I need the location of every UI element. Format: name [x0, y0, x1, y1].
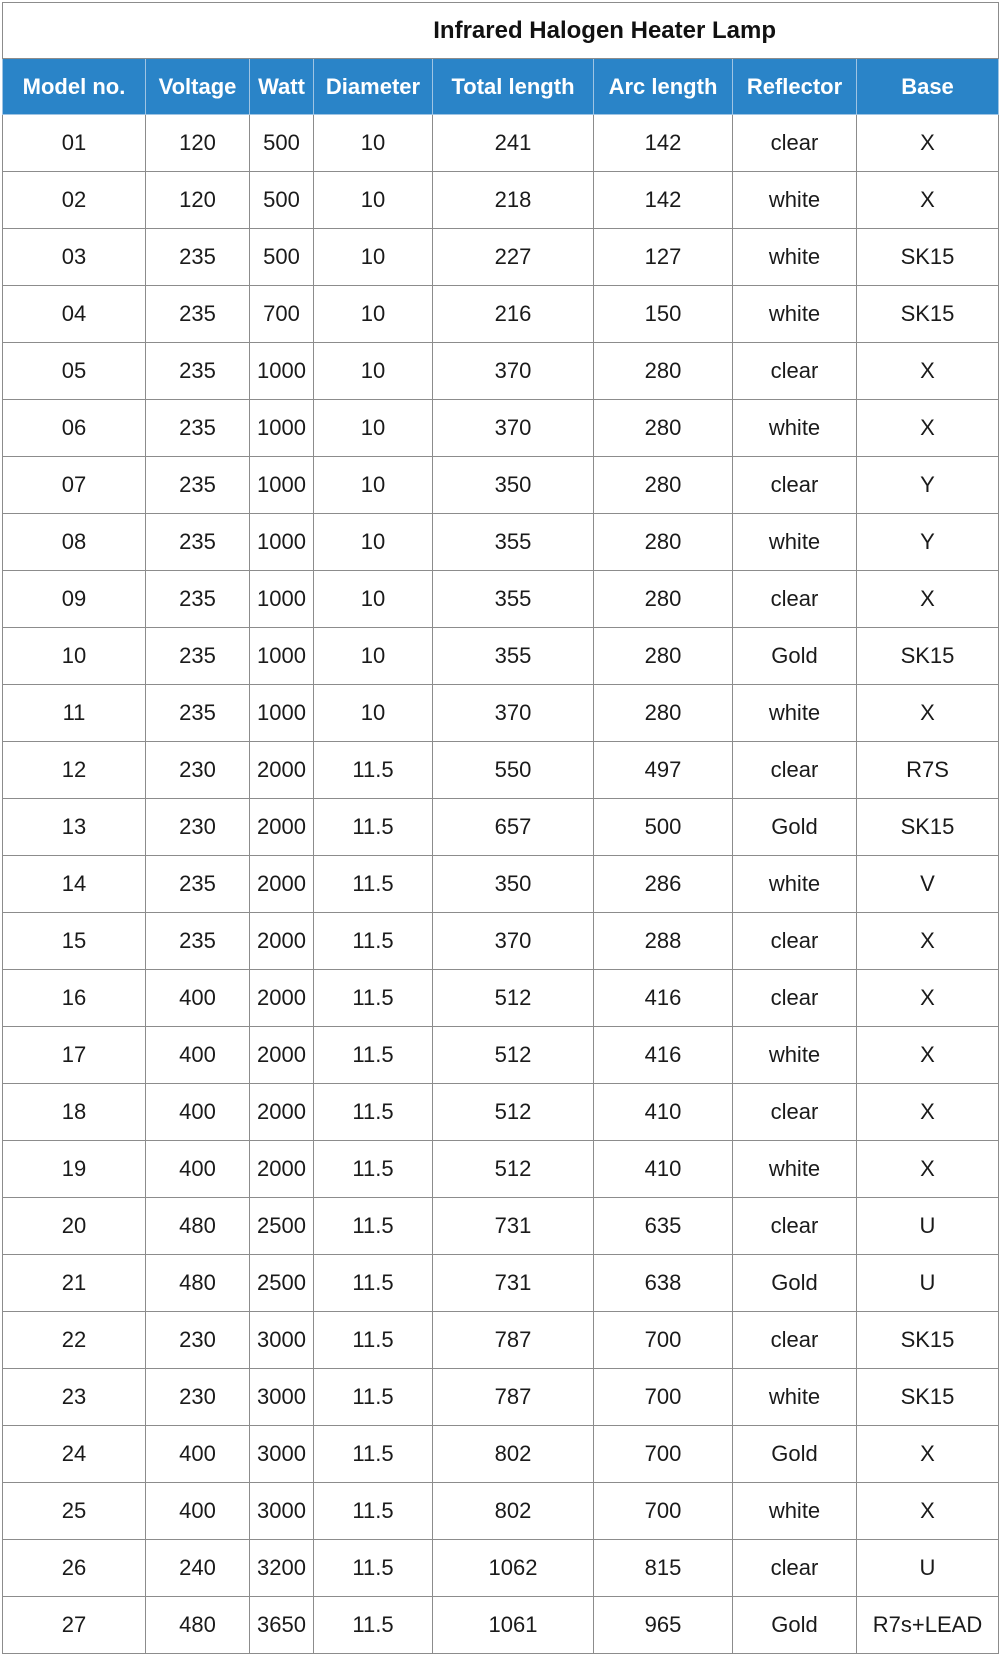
arc-length-cell: 410 — [594, 1141, 733, 1198]
model-no-cell: 25 — [3, 1483, 146, 1540]
voltage-cell: 400 — [146, 970, 250, 1027]
column-header-voltage: Voltage — [146, 59, 250, 115]
model-no-cell: 09 — [3, 571, 146, 628]
model-no-cell: 21 — [3, 1255, 146, 1312]
base-cell: V — [857, 856, 999, 913]
watt-cell: 1000 — [250, 571, 314, 628]
total-length-cell: 802 — [433, 1483, 594, 1540]
table-row — [3, 1312, 999, 1369]
watt-cell: 500 — [250, 172, 314, 229]
arc-length-cell: 635 — [594, 1198, 733, 1255]
total-length-cell: 355 — [433, 571, 594, 628]
total-length-cell: 241 — [433, 115, 594, 172]
base-cell: X — [857, 172, 999, 229]
table-title: Infrared Halogen Heater Lamp — [3, 3, 999, 59]
table-body — [3, 115, 999, 1654]
total-length-cell: 370 — [433, 685, 594, 742]
watt-cell: 2000 — [250, 799, 314, 856]
total-length-cell: 512 — [433, 1027, 594, 1084]
base-cell: Y — [857, 514, 999, 571]
table-row — [3, 457, 999, 514]
total-length-cell: 731 — [433, 1198, 594, 1255]
watt-cell: 3000 — [250, 1426, 314, 1483]
table-row — [3, 1141, 999, 1198]
reflector-cell: white — [733, 1027, 857, 1084]
reflector-cell: white — [733, 1141, 857, 1198]
total-length-cell: 216 — [433, 286, 594, 343]
arc-length-cell: 280 — [594, 343, 733, 400]
watt-cell: 2000 — [250, 1084, 314, 1141]
base-cell: X — [857, 571, 999, 628]
model-no-cell: 19 — [3, 1141, 146, 1198]
total-length-cell: 550 — [433, 742, 594, 799]
total-length-cell: 355 — [433, 514, 594, 571]
voltage-cell: 240 — [146, 1540, 250, 1597]
column-header-reflector: Reflector — [733, 59, 857, 115]
watt-cell: 1000 — [250, 343, 314, 400]
watt-cell: 3000 — [250, 1312, 314, 1369]
reflector-cell: clear — [733, 1312, 857, 1369]
reflector-cell: clear — [733, 457, 857, 514]
table-row — [3, 1540, 999, 1597]
voltage-cell: 230 — [146, 1369, 250, 1426]
model-no-cell: 03 — [3, 229, 146, 286]
diameter-cell: 11.5 — [314, 913, 433, 970]
diameter-cell: 11.5 — [314, 970, 433, 1027]
diameter-cell: 11.5 — [314, 799, 433, 856]
model-no-cell: 06 — [3, 400, 146, 457]
diameter-cell: 11.5 — [314, 1255, 433, 1312]
model-no-cell: 12 — [3, 742, 146, 799]
base-cell: X — [857, 1027, 999, 1084]
base-cell: U — [857, 1198, 999, 1255]
base-cell: X — [857, 1426, 999, 1483]
reflector-cell: white — [733, 1483, 857, 1540]
total-length-cell: 370 — [433, 343, 594, 400]
arc-length-cell: 286 — [594, 856, 733, 913]
total-length-cell: 355 — [433, 628, 594, 685]
watt-cell: 500 — [250, 229, 314, 286]
model-no-cell: 07 — [3, 457, 146, 514]
model-no-cell: 24 — [3, 1426, 146, 1483]
voltage-cell: 230 — [146, 742, 250, 799]
reflector-cell: white — [733, 172, 857, 229]
model-no-cell: 18 — [3, 1084, 146, 1141]
column-header-diameter: Diameter — [314, 59, 433, 115]
reflector-cell: Gold — [733, 1255, 857, 1312]
arc-length-cell: 416 — [594, 970, 733, 1027]
arc-length-cell: 416 — [594, 1027, 733, 1084]
diameter-cell: 10 — [314, 571, 433, 628]
total-length-cell: 350 — [433, 856, 594, 913]
diameter-cell: 11.5 — [314, 1027, 433, 1084]
arc-length-cell: 142 — [594, 115, 733, 172]
diameter-cell: 10 — [314, 229, 433, 286]
table-row — [3, 799, 999, 856]
model-no-cell: 08 — [3, 514, 146, 571]
watt-cell: 2000 — [250, 1027, 314, 1084]
model-no-cell: 13 — [3, 799, 146, 856]
voltage-cell: 400 — [146, 1027, 250, 1084]
model-no-cell: 14 — [3, 856, 146, 913]
table-row — [3, 1255, 999, 1312]
diameter-cell: 11.5 — [314, 1312, 433, 1369]
reflector-cell: clear — [733, 115, 857, 172]
watt-cell: 3000 — [250, 1369, 314, 1426]
arc-length-cell: 638 — [594, 1255, 733, 1312]
arc-length-cell: 700 — [594, 1369, 733, 1426]
total-length-cell: 512 — [433, 1141, 594, 1198]
table-row — [3, 1483, 999, 1540]
table-row — [3, 1597, 999, 1654]
diameter-cell: 11.5 — [314, 1141, 433, 1198]
arc-length-cell: 127 — [594, 229, 733, 286]
base-cell: R7s+LEAD — [857, 1597, 999, 1654]
voltage-cell: 120 — [146, 115, 250, 172]
watt-cell: 500 — [250, 115, 314, 172]
diameter-cell: 10 — [314, 457, 433, 514]
arc-length-cell: 280 — [594, 514, 733, 571]
diameter-cell: 10 — [314, 115, 433, 172]
total-length-cell: 731 — [433, 1255, 594, 1312]
base-cell: X — [857, 115, 999, 172]
diameter-cell: 11.5 — [314, 1597, 433, 1654]
voltage-cell: 235 — [146, 856, 250, 913]
arc-length-cell: 965 — [594, 1597, 733, 1654]
table-row — [3, 1198, 999, 1255]
arc-length-cell: 497 — [594, 742, 733, 799]
base-cell: SK15 — [857, 1312, 999, 1369]
total-length-cell: 370 — [433, 400, 594, 457]
table-row — [3, 970, 999, 1027]
total-length-cell: 802 — [433, 1426, 594, 1483]
voltage-cell: 235 — [146, 286, 250, 343]
watt-cell: 3000 — [250, 1483, 314, 1540]
diameter-cell: 11.5 — [314, 1426, 433, 1483]
watt-cell: 2000 — [250, 742, 314, 799]
base-cell: SK15 — [857, 799, 999, 856]
arc-length-cell: 700 — [594, 1483, 733, 1540]
model-no-cell: 01 — [3, 115, 146, 172]
arc-length-cell: 288 — [594, 913, 733, 970]
voltage-cell: 400 — [146, 1483, 250, 1540]
voltage-cell: 480 — [146, 1255, 250, 1312]
base-cell: X — [857, 913, 999, 970]
reflector-cell: white — [733, 856, 857, 913]
watt-cell: 3200 — [250, 1540, 314, 1597]
model-no-cell: 15 — [3, 913, 146, 970]
voltage-cell: 120 — [146, 172, 250, 229]
table-row — [3, 685, 999, 742]
table-row — [3, 1369, 999, 1426]
watt-cell: 2500 — [250, 1198, 314, 1255]
total-length-cell: 370 — [433, 913, 594, 970]
table-row — [3, 571, 999, 628]
watt-cell: 2000 — [250, 1141, 314, 1198]
watt-cell: 2000 — [250, 970, 314, 1027]
table-row — [3, 856, 999, 913]
column-header-arc-length: Arc length — [594, 59, 733, 115]
reflector-cell: Gold — [733, 1426, 857, 1483]
table-row — [3, 286, 999, 343]
base-cell: Y — [857, 457, 999, 514]
arc-length-cell: 150 — [594, 286, 733, 343]
diameter-cell: 10 — [314, 685, 433, 742]
voltage-cell: 235 — [146, 571, 250, 628]
reflector-cell: white — [733, 1369, 857, 1426]
table-row — [3, 514, 999, 571]
voltage-cell: 235 — [146, 685, 250, 742]
model-no-cell: 10 — [3, 628, 146, 685]
table-row — [3, 343, 999, 400]
diameter-cell: 11.5 — [314, 1540, 433, 1597]
watt-cell: 1000 — [250, 457, 314, 514]
base-cell: U — [857, 1255, 999, 1312]
model-no-cell: 22 — [3, 1312, 146, 1369]
table-row — [3, 400, 999, 457]
total-length-cell: 227 — [433, 229, 594, 286]
base-cell: X — [857, 1141, 999, 1198]
reflector-cell: white — [733, 400, 857, 457]
voltage-cell: 230 — [146, 799, 250, 856]
diameter-cell: 10 — [314, 628, 433, 685]
diameter-cell: 11.5 — [314, 1369, 433, 1426]
reflector-cell: Gold — [733, 628, 857, 685]
model-no-cell: 27 — [3, 1597, 146, 1654]
column-header-total-length: Total length — [433, 59, 594, 115]
diameter-cell: 10 — [314, 172, 433, 229]
base-cell: SK15 — [857, 286, 999, 343]
reflector-cell: clear — [733, 571, 857, 628]
model-no-cell: 11 — [3, 685, 146, 742]
watt-cell: 2000 — [250, 856, 314, 913]
total-length-cell: 512 — [433, 1084, 594, 1141]
total-length-cell: 1061 — [433, 1597, 594, 1654]
watt-cell: 1000 — [250, 400, 314, 457]
reflector-cell: white — [733, 685, 857, 742]
table-row — [3, 1027, 999, 1084]
model-no-cell: 04 — [3, 286, 146, 343]
watt-cell: 1000 — [250, 628, 314, 685]
table-row — [3, 172, 999, 229]
diameter-cell: 11.5 — [314, 1084, 433, 1141]
table-row — [3, 1426, 999, 1483]
base-cell: SK15 — [857, 628, 999, 685]
voltage-cell: 400 — [146, 1084, 250, 1141]
reflector-cell: clear — [733, 1084, 857, 1141]
model-no-cell: 26 — [3, 1540, 146, 1597]
diameter-cell: 11.5 — [314, 742, 433, 799]
table-row — [3, 1084, 999, 1141]
voltage-cell: 480 — [146, 1597, 250, 1654]
watt-cell: 1000 — [250, 514, 314, 571]
reflector-cell: clear — [733, 1198, 857, 1255]
table-row — [3, 742, 999, 799]
reflector-cell: clear — [733, 742, 857, 799]
table-row — [3, 229, 999, 286]
total-length-cell: 787 — [433, 1369, 594, 1426]
reflector-cell: Gold — [733, 1597, 857, 1654]
reflector-cell: clear — [733, 1540, 857, 1597]
model-no-cell: 17 — [3, 1027, 146, 1084]
watt-cell: 700 — [250, 286, 314, 343]
voltage-cell: 235 — [146, 628, 250, 685]
base-cell: X — [857, 685, 999, 742]
diameter-cell: 11.5 — [314, 1198, 433, 1255]
reflector-cell: clear — [733, 343, 857, 400]
voltage-cell: 400 — [146, 1141, 250, 1198]
voltage-cell: 230 — [146, 1312, 250, 1369]
arc-length-cell: 280 — [594, 685, 733, 742]
voltage-cell: 480 — [146, 1198, 250, 1255]
reflector-cell: clear — [733, 970, 857, 1027]
header-row — [3, 59, 999, 115]
reflector-cell: white — [733, 514, 857, 571]
table-row — [3, 628, 999, 685]
base-cell: SK15 — [857, 229, 999, 286]
diameter-cell: 10 — [314, 514, 433, 571]
lamp-spec-table — [2, 2, 999, 1654]
base-cell: X — [857, 343, 999, 400]
arc-length-cell: 500 — [594, 799, 733, 856]
diameter-cell: 10 — [314, 343, 433, 400]
voltage-cell: 235 — [146, 400, 250, 457]
arc-length-cell: 700 — [594, 1426, 733, 1483]
diameter-cell: 11.5 — [314, 1483, 433, 1540]
base-cell: SK15 — [857, 1369, 999, 1426]
column-header-model-no: Model no. — [3, 59, 146, 115]
arc-length-cell: 142 — [594, 172, 733, 229]
arc-length-cell: 700 — [594, 1312, 733, 1369]
total-length-cell: 512 — [433, 970, 594, 1027]
voltage-cell: 235 — [146, 229, 250, 286]
watt-cell: 1000 — [250, 685, 314, 742]
base-cell: X — [857, 400, 999, 457]
base-cell: X — [857, 1483, 999, 1540]
model-no-cell: 16 — [3, 970, 146, 1027]
arc-length-cell: 410 — [594, 1084, 733, 1141]
base-cell: U — [857, 1540, 999, 1597]
model-no-cell: 23 — [3, 1369, 146, 1426]
reflector-cell: white — [733, 286, 857, 343]
arc-length-cell: 815 — [594, 1540, 733, 1597]
column-header-base: Base — [857, 59, 999, 115]
model-no-cell: 02 — [3, 172, 146, 229]
reflector-cell: Gold — [733, 799, 857, 856]
voltage-cell: 235 — [146, 343, 250, 400]
arc-length-cell: 280 — [594, 628, 733, 685]
watt-cell: 2000 — [250, 913, 314, 970]
voltage-cell: 235 — [146, 514, 250, 571]
voltage-cell: 400 — [146, 1426, 250, 1483]
total-length-cell: 1062 — [433, 1540, 594, 1597]
diameter-cell: 11.5 — [314, 856, 433, 913]
total-length-cell: 218 — [433, 172, 594, 229]
column-header-watt: Watt — [250, 59, 314, 115]
reflector-cell: white — [733, 229, 857, 286]
table-row — [3, 115, 999, 172]
title-row — [3, 3, 999, 59]
model-no-cell: 20 — [3, 1198, 146, 1255]
base-cell: X — [857, 1084, 999, 1141]
table-row — [3, 913, 999, 970]
base-cell: X — [857, 970, 999, 1027]
arc-length-cell: 280 — [594, 571, 733, 628]
diameter-cell: 10 — [314, 286, 433, 343]
voltage-cell: 235 — [146, 913, 250, 970]
total-length-cell: 350 — [433, 457, 594, 514]
diameter-cell: 10 — [314, 400, 433, 457]
voltage-cell: 235 — [146, 457, 250, 514]
base-cell: R7S — [857, 742, 999, 799]
spec-sheet — [2, 2, 998, 1654]
reflector-cell: clear — [733, 913, 857, 970]
arc-length-cell: 280 — [594, 400, 733, 457]
total-length-cell: 787 — [433, 1312, 594, 1369]
arc-length-cell: 280 — [594, 457, 733, 514]
model-no-cell: 05 — [3, 343, 146, 400]
total-length-cell: 657 — [433, 799, 594, 856]
watt-cell: 3650 — [250, 1597, 314, 1654]
watt-cell: 2500 — [250, 1255, 314, 1312]
